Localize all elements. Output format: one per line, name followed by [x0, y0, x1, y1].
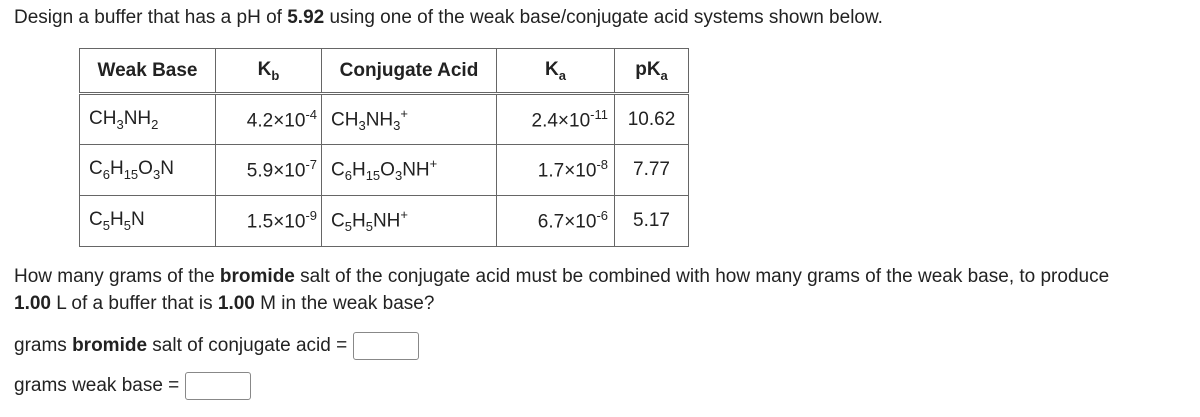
- question-volume: 1.00 L of a buffer that is 1.00 M in the weak base?: [14, 293, 435, 314]
- pka-cell: 10.62: [615, 94, 689, 145]
- header-pka: $pK_a$: [615, 49, 689, 94]
- buffer-systems-table: [79, 48, 689, 247]
- table-header-row: [80, 49, 689, 94]
- answer-row-base: [14, 372, 251, 400]
- ph-value: 5.92: [287, 7, 325, 28]
- ka-cell: $6.7\times 10^{-6}$: [497, 196, 615, 247]
- intro-text: Design a buffer that has a pH of: [14, 7, 288, 28]
- pka-cell: 7.77: [615, 145, 689, 196]
- acid-answer-label: grams bromide salt of conjugate acid =: [14, 335, 348, 356]
- acid-grams-input[interactable]: [353, 332, 419, 360]
- header-kb: $K_b$: [216, 49, 322, 94]
- weak-base-cell: $C_6H_{15}O_3N$: [80, 145, 216, 196]
- header-ka: $K_a$: [497, 49, 615, 94]
- volume-value: 1.00: [14, 293, 51, 314]
- table-row: [80, 94, 689, 145]
- question-intro: [14, 6, 883, 30]
- weak-base-cell: $C_5H_5N$: [80, 196, 216, 247]
- ka-cell: $2.4\times 10^{-11}$: [497, 94, 615, 145]
- header-conjugate-acid: Conjugate Acid: [322, 49, 497, 94]
- kb-cell: $1.5\times 10^{-9}$: [216, 196, 322, 247]
- base-grams-input[interactable]: [185, 372, 251, 400]
- conjugate-acid-cell: $C_5H_5NH^+$: [322, 196, 497, 247]
- weak-base-cell: $CH_3NH_2$: [80, 94, 216, 145]
- base-answer-label: grams weak base =: [14, 375, 180, 396]
- concentration-value: 1.00: [217, 293, 255, 314]
- pka-cell: 5.17: [615, 196, 689, 247]
- kb-cell: $5.9\times 10^{-7}$: [216, 145, 322, 196]
- table-row: [80, 145, 689, 196]
- kb-cell: $4.2\times 10^{-4}$: [216, 94, 322, 145]
- header-weak-base: Weak Base: [80, 49, 216, 94]
- conjugate-acid-cell: $CH_3NH_3^+$: [322, 94, 497, 145]
- ka-cell: $1.7\times 10^{-8}$: [497, 145, 615, 196]
- question-grams: How many grams of the bromide salt of the conjugate acid must be combined with how many grams of the weak base, to produce: [14, 266, 1110, 287]
- conjugate-acid-cell: $C_6H_{15}O_3NH^+$: [322, 145, 497, 196]
- table-row: [80, 196, 689, 247]
- answer-row-acid: [14, 332, 419, 360]
- intro-text-end: using one of the weak base/conjugate acid systems shown below.: [324, 7, 883, 28]
- bromide-emphasis: bromide: [219, 266, 295, 287]
